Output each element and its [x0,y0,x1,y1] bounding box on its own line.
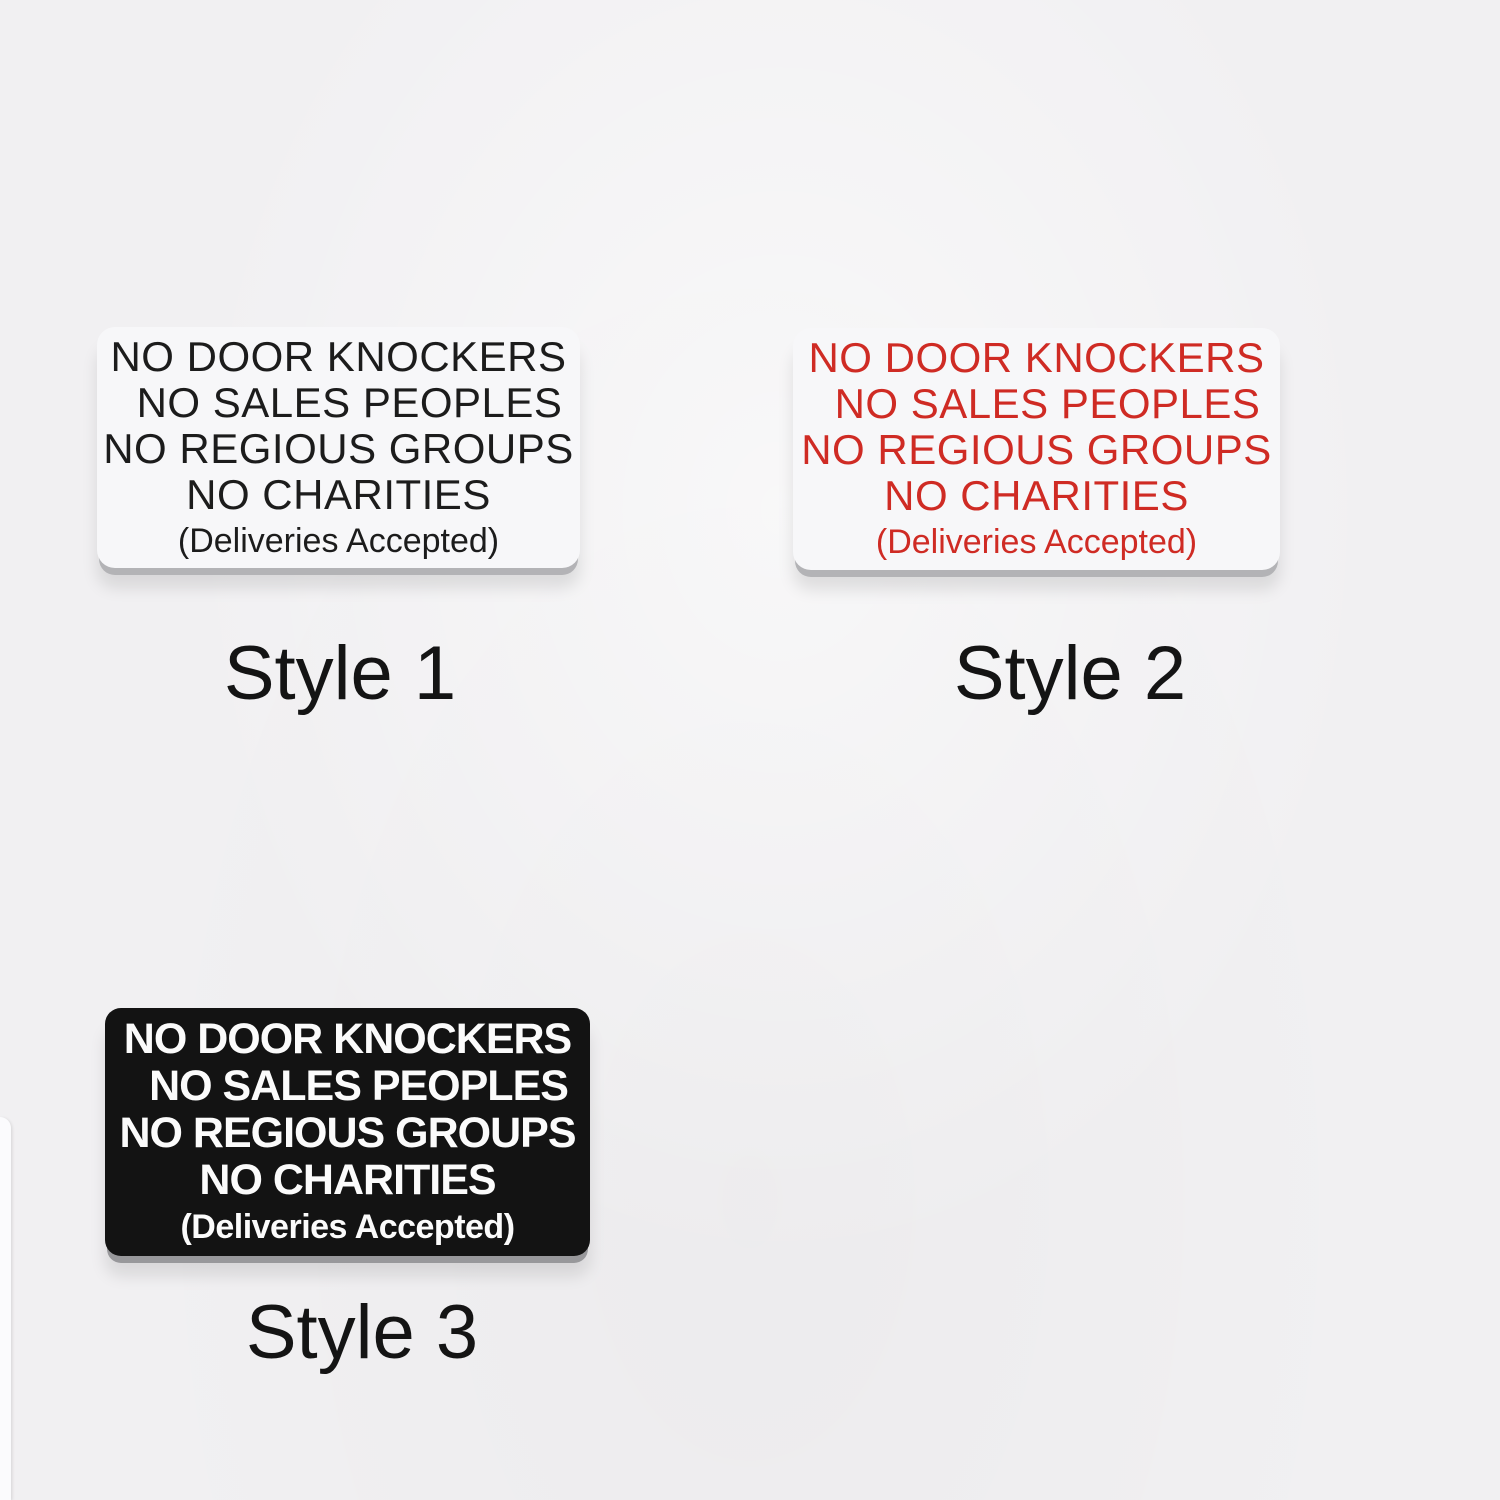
sign-text-line: NO SALES PEOPLES [149,1062,568,1110]
sign-text-line: NO REGIOUS GROUPS [801,426,1272,473]
sign-text-subline: (Deliveries Accepted) [875,523,1198,561]
sign-style-1 [97,327,580,568]
sign-text-line: NO REGIOUS GROUPS [103,424,574,472]
style-3-caption: Style 3 [245,1290,479,1375]
sign-text-line: NO DOOR KNOCKERS [110,332,567,380]
sign-text-line: NO SALES PEOPLES [834,380,1261,427]
sign-text-subline: (Deliveries Accepted) [177,521,500,560]
style-1-caption: Style 1 [223,631,457,716]
sign-text-line: NO DOOR KNOCKERS [123,1015,572,1063]
sign-text-subline: (Deliveries Accepted) [180,1208,515,1246]
sign-style-3 [105,1008,590,1256]
sign-text-line: NO SALES PEOPLES [136,378,563,426]
sign-text-line: NO DOOR KNOCKERS [808,334,1265,381]
sign-text-line: NO CHARITIES [199,1156,496,1204]
style-2-caption: Style 2 [953,631,1187,716]
sign-text-line: NO CHARITIES [186,470,491,518]
sign-text-line: NO CHARITIES [884,472,1189,519]
sign-text-line: NO REGIOUS GROUPS [119,1109,576,1157]
sign-style-2 [793,328,1280,570]
wall-sheet-corner [0,1117,11,1500]
